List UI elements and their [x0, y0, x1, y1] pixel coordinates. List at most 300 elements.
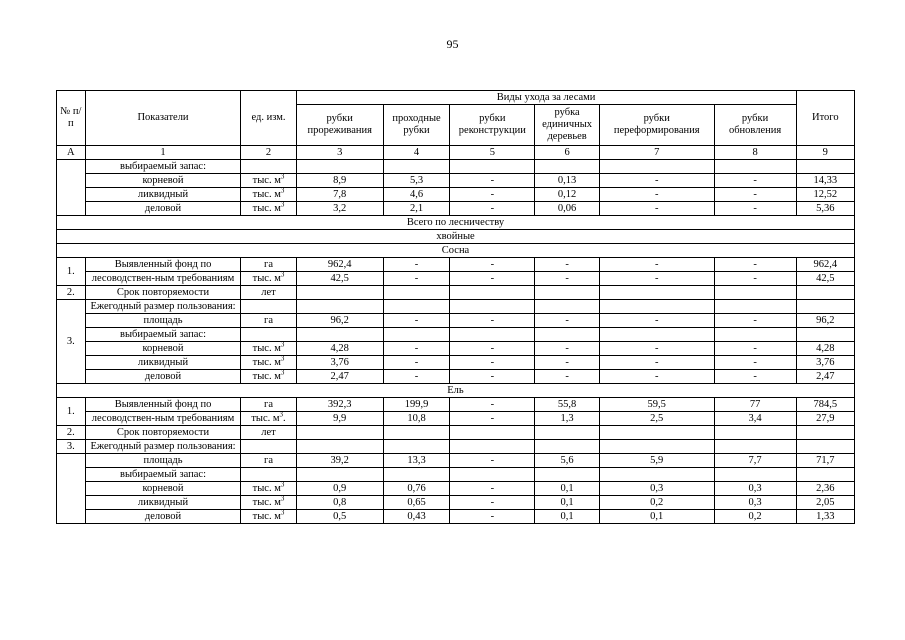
value-cell — [714, 202, 796, 216]
cell-text: 1. — [66, 265, 75, 277]
cell-text: - — [490, 174, 495, 186]
cell-text: Ежегодный размер пользования: — [90, 440, 236, 452]
superscript: 3 — [280, 200, 285, 208]
value-cell — [599, 258, 714, 272]
superscript: 3 — [279, 410, 284, 418]
cell-text: 5,9 — [650, 454, 664, 466]
cell-text: лет — [261, 286, 276, 298]
cell-text: Выявленный фонд по — [114, 398, 212, 410]
column-number — [599, 146, 714, 160]
value-cell — [383, 314, 450, 328]
cell-text: 2 — [265, 146, 272, 158]
cell-text: га — [264, 398, 273, 410]
empty-cell — [450, 328, 535, 342]
cell-text: 4,28 — [816, 342, 835, 354]
cell-text: Всего по лесничеству — [406, 216, 505, 228]
section-forestry — [57, 216, 855, 230]
value-cell — [599, 342, 714, 356]
value-cell — [714, 496, 796, 510]
empty-cell — [599, 300, 714, 314]
empty-cell — [383, 286, 450, 300]
cell-text: 0,43 — [407, 510, 426, 522]
cell-text: 96,2 — [816, 314, 835, 326]
empty-cell — [796, 300, 854, 314]
reserve-label — [85, 468, 241, 482]
empty-cell — [599, 440, 714, 454]
value-cell — [383, 188, 450, 202]
value-cell — [714, 258, 796, 272]
cell-text: - — [565, 342, 569, 354]
cell-text: 39,2 — [330, 454, 349, 466]
cell-text: - — [654, 370, 659, 382]
cell-text: Ежегодный размер пользования: — [90, 300, 236, 312]
cell-text: тыс. м — [251, 412, 280, 424]
cell-text: 55,8 — [557, 398, 577, 410]
cell-text: - — [490, 398, 495, 410]
cell-text: - — [414, 314, 419, 326]
cell-text: 27,9 — [816, 412, 835, 424]
unit-cell — [241, 356, 296, 370]
column-number — [535, 146, 600, 160]
value-cell — [296, 370, 383, 384]
cell-text: деловой — [144, 370, 182, 382]
cell-text: 96,2 — [330, 314, 349, 326]
cell-text: - — [565, 258, 569, 270]
cell-text: 3,76 — [330, 356, 349, 368]
cell-text: площадь — [143, 454, 183, 466]
empty-cell — [796, 160, 854, 174]
cell-text: корневой — [142, 174, 184, 186]
cell-text: тыс. м — [252, 482, 281, 494]
row-label — [85, 482, 241, 496]
row-label — [85, 496, 241, 510]
value-cell — [450, 272, 535, 286]
value-cell — [535, 370, 600, 384]
cell-text: 0,1 — [560, 496, 574, 508]
value-cell — [383, 202, 450, 216]
unit-cell — [241, 412, 296, 426]
value-cell — [535, 202, 600, 216]
cell-text: 0,13 — [557, 174, 577, 186]
value-cell — [383, 454, 450, 468]
unit-cell — [241, 258, 296, 272]
superscript: 3 — [280, 340, 285, 348]
cell-text: - — [753, 314, 757, 326]
empty-cell — [450, 426, 535, 440]
cell-text: - — [654, 174, 659, 186]
cell-text: ликвидный — [137, 496, 189, 508]
unit-cell — [241, 286, 296, 300]
empty-cell — [796, 286, 854, 300]
cell-text: 3,2 — [333, 202, 347, 214]
cell-text: - — [654, 342, 659, 354]
cell-text: 59,5 — [647, 398, 666, 410]
value-cell — [296, 314, 383, 328]
cell-text: тыс. м — [252, 510, 281, 522]
forest-care-table — [56, 90, 855, 524]
column-number — [714, 146, 796, 160]
repeat-label — [85, 286, 241, 300]
cell-text: хвойные — [436, 230, 475, 242]
cell-text: 0,65 — [407, 496, 426, 508]
row-label — [85, 314, 241, 328]
value-cell — [450, 314, 535, 328]
value-cell — [296, 342, 383, 356]
cell-text: 4 — [413, 146, 420, 158]
cell-text: 9 — [822, 146, 828, 158]
empty-cell — [796, 440, 854, 454]
cell-text: - — [654, 356, 659, 368]
column-number — [57, 146, 86, 160]
cell-text: - — [565, 314, 569, 326]
cell-text: ликвидный — [137, 188, 189, 200]
cell-text: - — [490, 454, 495, 466]
header-row-1 — [57, 91, 855, 105]
reserve-label — [85, 160, 241, 174]
cell-text: - — [565, 370, 569, 382]
reserve-row — [57, 342, 855, 356]
value-cell — [796, 272, 854, 286]
value-cell — [796, 454, 854, 468]
cell-text: 0,1 — [650, 510, 664, 522]
cell-text: 2,47 — [816, 370, 835, 382]
value-cell — [296, 482, 383, 496]
cell-text: Срок повторяемости — [116, 286, 210, 298]
empty-cell — [599, 468, 714, 482]
cell-text: 77 — [749, 398, 761, 410]
empty-cell — [535, 426, 600, 440]
value-cell — [450, 342, 535, 356]
row-label — [85, 356, 241, 370]
empty-cell — [535, 328, 600, 342]
value-cell — [796, 412, 854, 426]
unit-cell — [241, 426, 296, 440]
empty-cell — [383, 440, 450, 454]
cell-text: га — [264, 314, 273, 326]
cell-text: ликвидный — [137, 356, 189, 368]
empty-cell — [383, 468, 450, 482]
empty-cell — [714, 328, 796, 342]
unit-cell — [241, 454, 296, 468]
cell-text: 0,2 — [748, 510, 762, 522]
cell-text: 5 — [489, 146, 495, 158]
cell-text: лесоводствен-ным требованиям — [91, 272, 235, 284]
num-cell — [57, 258, 86, 286]
unit-cell — [241, 482, 296, 496]
empty-cell — [796, 426, 854, 440]
value-cell — [535, 188, 600, 202]
cell-text: 0,1 — [560, 482, 574, 494]
value-cell — [535, 398, 600, 412]
column-numbers-row — [57, 146, 855, 160]
cell-text: 0,5 — [333, 510, 347, 522]
cell-text: га — [264, 454, 273, 466]
cell-text: - — [490, 482, 495, 494]
value-cell — [599, 510, 714, 524]
cell-text: - — [654, 258, 659, 270]
cell-text: - — [753, 174, 757, 186]
cell-text: выбираемый запас: — [120, 328, 207, 340]
value-cell — [450, 174, 535, 188]
value-cell — [796, 342, 854, 356]
value-cell — [296, 258, 383, 272]
empty-cell — [714, 300, 796, 314]
value-cell — [383, 272, 450, 286]
empty-cell — [535, 286, 600, 300]
value-cell — [796, 314, 854, 328]
cell-text: 10,8 — [407, 412, 426, 424]
cell-text: 3 — [337, 146, 343, 158]
cell-text: 0,8 — [333, 496, 347, 508]
value-cell — [296, 188, 383, 202]
value-cell — [535, 342, 600, 356]
value-cell — [450, 202, 535, 216]
cell-text: - — [654, 188, 659, 200]
header-c8: рубки обновления — [714, 105, 796, 146]
value-cell — [714, 454, 796, 468]
cell-text: лесоводствен-ным требованиям — [91, 412, 235, 424]
cell-text: Выявленный фонд по — [114, 258, 212, 270]
empty-cell — [296, 440, 383, 454]
empty-cell — [450, 286, 535, 300]
cell-text: тыс. м — [252, 202, 281, 214]
cell-text: - — [565, 272, 569, 284]
cell-text: - — [753, 258, 757, 270]
value-cell — [599, 174, 714, 188]
header-c5: рубки реконструкции — [450, 105, 535, 146]
cell-text: 0,9 — [333, 482, 347, 494]
empty-cell — [599, 160, 714, 174]
cell-text: 14,33 — [813, 174, 838, 186]
reserve-row — [57, 370, 855, 384]
reserve-row — [57, 482, 855, 496]
annual-label — [85, 440, 241, 454]
cell-text: 13,3 — [407, 454, 426, 466]
cell-text: Срок повторяемости — [116, 426, 210, 438]
value-cell — [599, 202, 714, 216]
value-cell — [450, 496, 535, 510]
row-label — [85, 510, 241, 524]
empty-cell — [714, 426, 796, 440]
empty-cell — [383, 426, 450, 440]
empty-cell — [296, 328, 383, 342]
reserve-label-row — [57, 328, 855, 342]
cell-text: 6 — [564, 146, 570, 158]
value-cell — [383, 342, 450, 356]
value-cell — [383, 398, 450, 412]
header-c4: проходные рубки — [383, 105, 450, 146]
value-cell — [383, 496, 450, 510]
cell-text: лет — [261, 426, 276, 438]
reserve-row — [57, 188, 855, 202]
cell-text: - — [753, 342, 757, 354]
page-number: 95 — [446, 37, 459, 51]
cell-text: - — [414, 370, 419, 382]
header-unit: ед. изм. — [241, 91, 296, 146]
unit-cell — [241, 510, 296, 524]
repeat-label — [85, 426, 241, 440]
superscript: 3 — [280, 270, 285, 278]
reserve-label-row — [57, 468, 855, 482]
area-row — [57, 314, 855, 328]
value-cell — [296, 412, 383, 426]
row-label — [85, 188, 241, 202]
cell-text: 8,9 — [333, 174, 347, 186]
cell-text: 4,6 — [409, 188, 424, 200]
fund-label — [85, 272, 241, 286]
empty-cell — [714, 286, 796, 300]
unit-suffix: . — [283, 412, 286, 424]
cell-text: 8 — [752, 146, 758, 158]
empty-cell — [450, 300, 535, 314]
empty-cell — [450, 160, 535, 174]
row-label — [85, 454, 241, 468]
empty-cell — [383, 328, 450, 342]
cell-text: 0,1 — [560, 510, 574, 522]
value-cell — [714, 412, 796, 426]
reserve-row — [57, 510, 855, 524]
cell-text: 199,9 — [404, 398, 429, 410]
value-cell — [296, 174, 383, 188]
value-cell — [383, 356, 450, 370]
cell-text: тыс. м — [252, 496, 281, 508]
value-cell — [599, 314, 714, 328]
fund-label — [85, 412, 241, 426]
value-cell — [450, 482, 535, 496]
value-cell — [535, 356, 600, 370]
value-cell — [296, 356, 383, 370]
row-label — [85, 174, 241, 188]
value-cell — [714, 174, 796, 188]
value-cell — [535, 496, 600, 510]
header-indicator: Показатели — [85, 91, 241, 146]
empty-cell — [296, 286, 383, 300]
empty-cell — [241, 328, 296, 342]
value-cell — [714, 272, 796, 286]
cell-text: - — [565, 356, 569, 368]
value-cell — [296, 496, 383, 510]
cell-text: - — [753, 370, 757, 382]
value-cell — [796, 174, 854, 188]
value-cell — [535, 314, 600, 328]
header-total: Итого — [796, 91, 854, 146]
cell-text: 42,5 — [816, 272, 835, 284]
species-title-row — [57, 244, 855, 258]
value-cell — [599, 356, 714, 370]
cell-text: 2. — [66, 286, 75, 298]
cell-text: - — [490, 202, 495, 214]
value-cell — [796, 188, 854, 202]
cell-text: 12,52 — [813, 188, 838, 200]
fund-label — [85, 398, 241, 412]
cell-text: - — [490, 496, 495, 508]
superscript: 3 — [280, 186, 285, 194]
fund-row — [57, 258, 855, 272]
cell-text: 1. — [66, 405, 75, 417]
value-cell — [714, 510, 796, 524]
empty-cell — [599, 426, 714, 440]
value-cell — [535, 454, 600, 468]
value-cell — [599, 482, 714, 496]
cell-text: - — [414, 272, 419, 284]
unit-cell — [241, 188, 296, 202]
cell-text: 3. — [66, 440, 75, 452]
reserve-row — [57, 174, 855, 188]
value-cell — [450, 412, 535, 426]
value-cell — [383, 174, 450, 188]
num-cell — [57, 160, 86, 216]
cell-text: 4,28 — [330, 342, 349, 354]
value-cell — [714, 482, 796, 496]
superscript: 3 — [280, 172, 285, 180]
cell-text: 5,6 — [560, 454, 574, 466]
cell-text: 1 — [160, 146, 166, 158]
annual-label — [85, 300, 241, 314]
num-cell — [57, 426, 86, 440]
cell-text: - — [490, 510, 495, 522]
cell-text: корневой — [142, 482, 184, 494]
cell-text: 7 — [654, 146, 660, 158]
cell-text: - — [490, 258, 495, 270]
cell-text: выбираемый запас: — [120, 160, 207, 172]
cell-text: 0,3 — [748, 482, 762, 494]
column-number — [796, 146, 854, 160]
cell-text: 0,06 — [557, 202, 577, 214]
superscript: 3 — [280, 354, 285, 362]
fund-row — [57, 398, 855, 412]
empty-cell — [450, 468, 535, 482]
empty-cell — [241, 468, 296, 482]
header-num: № п/п — [57, 91, 86, 146]
num-cell — [57, 300, 86, 384]
species-title — [57, 384, 855, 398]
reserve-row — [57, 496, 855, 510]
superscript: 3 — [280, 494, 285, 502]
row-label — [85, 370, 241, 384]
cell-text: 7,7 — [748, 454, 762, 466]
empty-cell — [241, 300, 296, 314]
cell-text: 3,76 — [816, 356, 835, 368]
row-label — [85, 342, 241, 356]
empty-cell — [383, 300, 450, 314]
value-cell — [796, 398, 854, 412]
cell-text: площадь — [143, 314, 183, 326]
cell-text: корневой — [142, 342, 184, 354]
cell-text: 5,36 — [816, 202, 835, 214]
value-cell — [383, 258, 450, 272]
value-cell — [535, 412, 600, 426]
empty-cell — [535, 468, 600, 482]
section-row — [57, 230, 855, 244]
unit-cell — [241, 202, 296, 216]
cell-text: 1,3 — [560, 412, 574, 424]
value-cell — [535, 510, 600, 524]
num-cell — [57, 454, 86, 524]
unit-cell — [241, 174, 296, 188]
value-cell — [383, 412, 450, 426]
cell-text: - — [490, 188, 495, 200]
value-cell — [535, 272, 600, 286]
header-c3: рубки прореживания — [296, 105, 383, 146]
area-row — [57, 454, 855, 468]
value-cell — [450, 370, 535, 384]
value-cell — [450, 356, 535, 370]
reserve-row — [57, 202, 855, 216]
unit-cell — [241, 272, 296, 286]
cell-text: деловой — [144, 510, 182, 522]
value-cell — [599, 398, 714, 412]
value-cell — [796, 202, 854, 216]
